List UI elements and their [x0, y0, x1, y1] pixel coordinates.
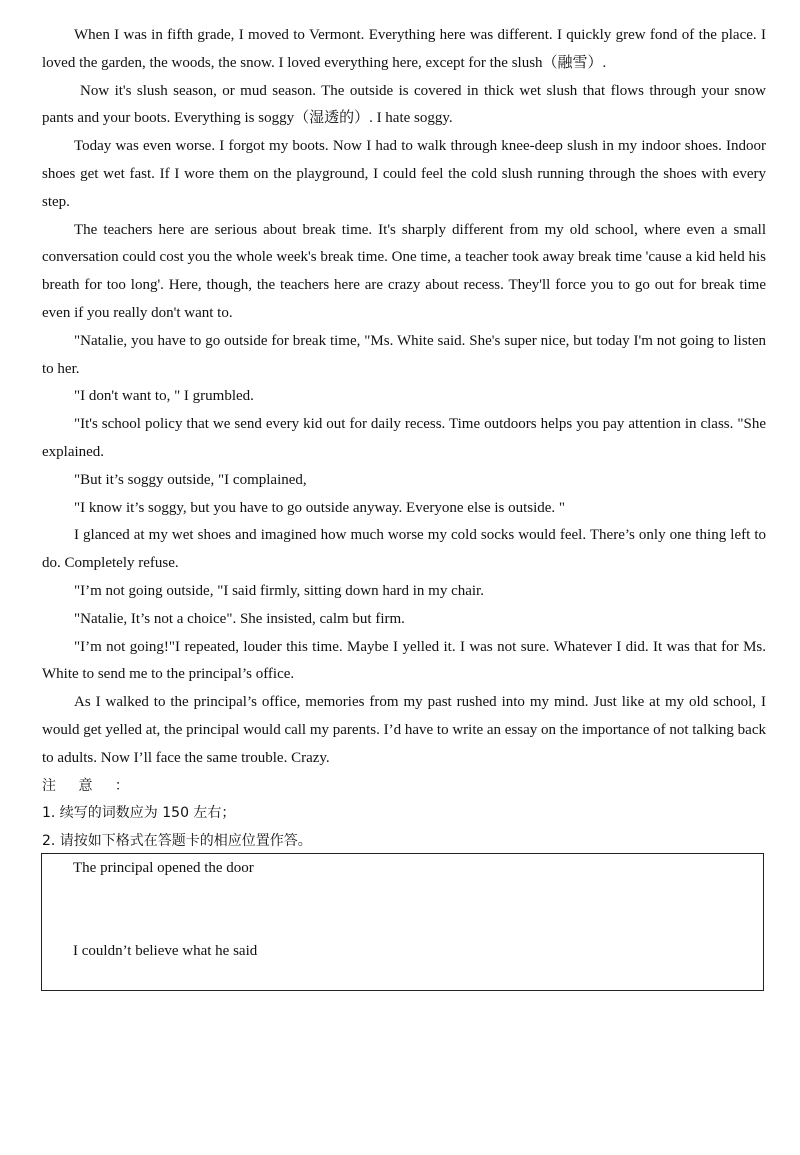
- note-item-2: 2. 请按如下格式在答题卡的相应位置作答。: [42, 833, 312, 850]
- paragraph-11: "I’m not going outside, "I said firmly, sitting down hard in my chair.: [74, 582, 484, 599]
- notes-title: 注 意 ：: [42, 777, 138, 794]
- paragraph-5: "Natalie, you have to go outside for break time, "Ms. White said. She's super nice, but today I'm not going to listen to her.: [42, 332, 766, 377]
- paragraph-14: As I walked to the principal’s office, memories from my past rushed into my mind. Just like at my old school, I would get yelled at, the principal would call my parents. I’d have to write an essay on the importance of not talking back to adults. Now I’ll face the same trouble. Crazy.: [42, 694, 766, 766]
- paragraph-3: Today was even worse. I forgot my boots. Now I had to walk through knee-deep slush in my indoor shoes. Indoor shoes get wet fast. If I wore them on the playground, I could feel the cold slush running through the shoes with every step.: [42, 138, 766, 210]
- answer-box: [41, 853, 764, 991]
- answer-box-opening-line-1: The principal opened the door: [73, 860, 254, 876]
- paragraph-4: The teachers here are serious about break time. It's sharply different from my old school, where even a small conversation could cost you the whole week's break time. One time, a teacher took away break time 'cause a kid held his breath for too long'. Here, though, the teachers here are crazy about recess. They'll force you to go out for break time even if you really don't want to.: [42, 221, 766, 321]
- paragraph-8: "But it’s soggy outside, "I complained,: [74, 471, 307, 488]
- answer-box-opening-line-2: I couldn’t believe what he said: [73, 943, 258, 959]
- paragraph-6: "I don't want to, " I grumbled.: [74, 388, 254, 405]
- paragraph-10: I glanced at my wet shoes and imagined how much worse my cold socks would feel. There’s only one thing left to do. Completely refuse.: [42, 527, 766, 572]
- paragraph-12: "Natalie, It’s not a choice". She insisted, calm but firm.: [74, 610, 405, 627]
- paragraph-2: Now it's slush season, or mud season. The outside is covered in thick wet slush that flows through your snow pants and your boots. Everything is soggy（湿透的）. I hate soggy.: [42, 82, 766, 127]
- paragraph-13: "I’m not going!"I repeated, louder this time. Maybe I yelled it. I was not sure. Whatever I did. It was that for Ms. White to send me to the principal’s office.: [42, 638, 766, 683]
- passage: [42, 22, 766, 856]
- paragraph-7: "It's school policy that we send every kid out for daily recess. Time outdoors helps you pay attention in class. "She explained.: [42, 416, 766, 460]
- paragraph-1: When I was in fifth grade, I moved to Vermont. Everything here was different. I quickly grew fond of the place. I loved the garden, the woods, the snow. I loved everything here, except for the slush（融雪）.: [42, 27, 766, 71]
- paragraph-9: "I know it’s soggy, but you have to go outside anyway. Everyone else is outside. ": [74, 499, 566, 516]
- note-item-1: 1. 续写的词数应为 150 左右；: [42, 805, 236, 822]
